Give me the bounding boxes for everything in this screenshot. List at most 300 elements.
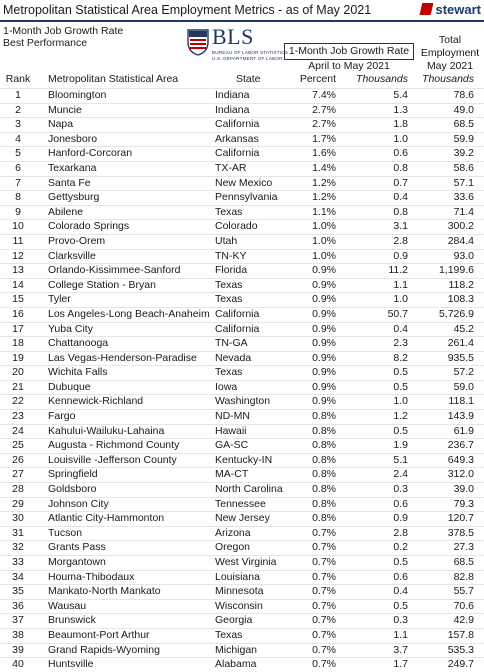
employment-cell: 120.7: [447, 512, 474, 525]
employment-cell: 378.5: [447, 526, 474, 539]
job-growth-box-label: 1-Month Job Growth Rate: [284, 43, 414, 60]
percent-cell: 7.4%: [312, 89, 336, 101]
employment-cell: 59.9: [453, 132, 474, 145]
thousands-cell: 11.2: [388, 264, 408, 277]
msa-cell: Goldsboro: [48, 483, 97, 496]
rank-cell: 8: [15, 191, 21, 204]
percent-cell: 0.8%: [312, 410, 336, 423]
msa-cell: Las Vegas-Henderson-Paradise: [48, 351, 197, 364]
state-cell: TN-KY: [215, 249, 247, 262]
state-cell: California: [215, 147, 260, 160]
percent-cell: 0.7%: [312, 643, 336, 656]
percent-cell: 0.7%: [312, 570, 336, 583]
table-row: [0, 394, 484, 409]
thousands-cell: 0.8: [393, 205, 408, 218]
rank-cell: 9: [15, 205, 21, 218]
msa-cell: Napa: [48, 118, 74, 131]
msa-cell: Tyler: [48, 293, 71, 306]
employment-cell: 57.1: [453, 176, 474, 189]
percent-cell: 2.7%: [312, 118, 336, 131]
msa-cell: Yuba City: [48, 322, 93, 335]
rank-cell: 15: [12, 293, 24, 306]
page-title: Metropolitan Statistical Area Employment Metrics - as of May 2021: [3, 3, 372, 17]
employment-cell: 58.6: [453, 161, 474, 174]
msa-cell: Johnson City: [48, 497, 109, 510]
employment-cell: 61.9: [453, 424, 474, 437]
percent-cell: 0.7%: [312, 628, 336, 641]
thousands-cell: 1.2: [393, 410, 408, 423]
percent-cell: 1.0%: [312, 220, 336, 233]
stewart-logo: [419, 2, 481, 17]
employment-cell: 42.9: [453, 614, 474, 627]
state-cell: Tennessee: [215, 497, 266, 510]
employment-cell: 300.2: [447, 220, 474, 233]
thousands-cell: 0.6: [393, 147, 408, 160]
state-cell: California: [215, 307, 260, 320]
state-cell: GA-SC: [215, 439, 249, 452]
column-header-thousands: Thousands: [356, 73, 408, 85]
table-row: [0, 453, 484, 468]
msa-table-body: [0, 88, 484, 672]
table-row: [0, 540, 484, 555]
percent-cell: 0.9%: [312, 278, 336, 291]
employment-cell: 108.3: [447, 293, 474, 306]
state-cell: ND-MN: [215, 410, 250, 423]
msa-cell: Clarksville: [48, 249, 96, 262]
stewart-wordmark: stewart: [435, 2, 481, 17]
percent-cell: 0.9%: [312, 307, 336, 320]
table-row: [0, 657, 484, 672]
percent-cell: 0.9%: [312, 366, 336, 379]
msa-cell: Beaumont-Port Arthur: [48, 628, 150, 641]
thousands-cell: 0.3: [393, 483, 408, 496]
employment-cell: 118.2: [448, 278, 474, 291]
thousands-cell: 1.9: [393, 439, 408, 452]
msa-cell: Orlando-Kissimmee-Sanford: [48, 264, 181, 277]
state-cell: Texas: [215, 293, 243, 306]
table-row: [0, 219, 484, 234]
column-header-percent: Percent: [299, 73, 336, 85]
msa-cell: Atlantic City-Hammonton: [48, 512, 165, 525]
msa-cell: Hanford-Corcoran: [48, 147, 133, 160]
table-row: [0, 497, 484, 512]
percent-cell: 0.8%: [312, 439, 336, 452]
thousands-cell: 1.7: [393, 658, 408, 671]
table-row: [0, 365, 484, 380]
thousands-cell: 0.9: [393, 512, 408, 525]
rank-cell: 23: [12, 410, 24, 423]
employment-cell: 59.0: [453, 380, 474, 393]
rank-cell: 19: [12, 351, 24, 364]
thousands-cell: 0.5: [393, 380, 408, 393]
state-cell: Pennsylvania: [215, 191, 278, 204]
table-row: [0, 351, 484, 366]
rank-cell: 4: [15, 132, 21, 145]
percent-cell: 0.8%: [312, 483, 336, 496]
employment-cell: 649.3: [447, 453, 474, 466]
state-cell: Oregon: [215, 541, 251, 554]
employment-cell: 57.2: [453, 366, 474, 379]
thousands-cell: 1.1: [393, 278, 408, 291]
table-row: [0, 584, 484, 599]
rank-cell: 33: [12, 556, 24, 568]
rank-cell: 1: [15, 89, 21, 101]
table-row: [0, 336, 484, 351]
thousands-cell: 8.2: [393, 351, 408, 364]
rank-cell: 14: [12, 278, 24, 291]
state-cell: Indiana: [215, 103, 250, 116]
rank-cell: 39: [12, 643, 24, 656]
thousands-cell: 2.3: [393, 337, 408, 350]
thousands-cell: 0.4: [393, 585, 408, 598]
table-row: [0, 482, 484, 497]
thousands-cell: 0.6: [393, 497, 408, 510]
msa-cell: Grants Pass: [48, 541, 106, 554]
rank-cell: 37: [12, 614, 24, 627]
thousands-cell: 5.4: [393, 89, 408, 101]
rank-cell: 38: [12, 628, 24, 641]
table-row: [0, 628, 484, 643]
table-row: [0, 643, 484, 658]
state-cell: Indiana: [215, 89, 250, 101]
msa-cell: Colorado Springs: [48, 220, 130, 233]
msa-cell: Louisville -Jefferson County: [48, 453, 177, 466]
employment-cell: 143.9: [447, 410, 474, 423]
table-row: [0, 292, 484, 307]
rank-cell: 30: [12, 512, 24, 525]
thousands-cell: 0.8: [393, 161, 408, 174]
bls-subtext-bureau: BUREAU OF LABOR STATISTICS: [212, 50, 288, 55]
table-row: [0, 307, 484, 322]
column-header-employment-thousands: Thousands: [422, 73, 474, 85]
msa-cell: Los Angeles-Long Beach-Anaheim: [48, 307, 210, 320]
state-cell: Louisiana: [215, 570, 260, 583]
msa-cell: Wausau: [48, 599, 87, 612]
state-cell: New Mexico: [215, 176, 273, 189]
thousands-cell: 1.1: [393, 628, 408, 641]
rank-cell: 2: [15, 103, 21, 116]
percent-cell: 0.7%: [312, 585, 336, 598]
employment-cell: 45.2: [453, 322, 474, 335]
percent-cell: 0.9%: [312, 322, 336, 335]
employment-cell: 39.0: [453, 483, 474, 496]
state-cell: Florida: [215, 264, 248, 277]
employment-cell: 70.6: [453, 599, 474, 612]
state-cell: TN-GA: [215, 337, 248, 350]
percent-cell: 0.9%: [312, 293, 336, 306]
table-row: [0, 176, 484, 191]
state-cell: Arkansas: [215, 132, 259, 145]
thousands-cell: 0.7: [393, 176, 408, 189]
msa-cell: Morgantown: [48, 556, 106, 568]
table-row: [0, 132, 484, 147]
thousands-cell: 2.8: [393, 234, 408, 247]
msa-cell: Dubuque: [48, 380, 91, 393]
rank-cell: 31: [12, 526, 24, 539]
msa-cell: Brunswick: [48, 614, 96, 627]
percent-cell: 0.9%: [312, 264, 336, 277]
state-cell: TX-AR: [215, 161, 247, 174]
rank-cell: 27: [12, 468, 24, 481]
rank-cell: 21: [12, 380, 24, 393]
rank-cell: 13: [12, 264, 24, 277]
rank-cell: 35: [12, 585, 24, 598]
msa-cell: Wichita Falls: [48, 366, 108, 379]
employment-cell: 39.2: [453, 147, 474, 160]
title-bar: [0, 0, 484, 22]
table-row: [0, 613, 484, 628]
state-cell: California: [215, 118, 260, 131]
rank-cell: 11: [12, 234, 24, 247]
rank-cell: 25: [12, 439, 24, 452]
percent-cell: 1.0%: [312, 249, 336, 262]
percent-cell: 0.7%: [312, 526, 336, 539]
total-label-line2: Employment: [420, 47, 480, 59]
table-row: [0, 278, 484, 293]
percent-cell: 0.8%: [312, 512, 336, 525]
msa-cell: Grand Rapids-Wyoming: [48, 643, 160, 656]
table-row: [0, 161, 484, 176]
msa-cell: Kennewick-Richland: [48, 395, 144, 408]
employment-cell: 79.3: [453, 497, 474, 510]
state-cell: Texas: [215, 205, 243, 218]
percent-cell: 0.7%: [312, 658, 336, 671]
percent-cell: 0.9%: [312, 380, 336, 393]
rank-cell: 12: [12, 249, 24, 262]
employment-cell: 312.0: [447, 468, 474, 481]
thousands-cell: 1.8: [393, 118, 408, 131]
thousands-cell: 0.6: [393, 570, 408, 583]
period-label: April to May 2021: [308, 60, 390, 72]
thousands-cell: 2.4: [393, 468, 408, 481]
thousands-cell: 3.1: [393, 220, 408, 233]
msa-cell: Texarkana: [48, 161, 97, 174]
percent-cell: 0.8%: [312, 497, 336, 510]
table-row: [0, 88, 484, 103]
employment-cell: 71.4: [453, 205, 474, 218]
employment-cell: 68.5: [453, 118, 474, 131]
rank-cell: 16: [12, 307, 24, 320]
thousands-cell: 50.7: [387, 307, 408, 320]
rank-cell: 6: [15, 161, 21, 174]
msa-cell: College Station - Bryan: [48, 278, 156, 291]
table-row: [0, 249, 484, 264]
thousands-cell: 1.0: [393, 293, 408, 306]
msa-cell: Santa Fe: [48, 176, 91, 189]
rank-cell: 5: [15, 147, 21, 160]
msa-cell: Bloomington: [48, 89, 107, 101]
total-label-line3: May 2021: [426, 60, 474, 72]
percent-cell: 0.9%: [312, 351, 336, 364]
percent-cell: 2.7%: [312, 103, 336, 116]
state-cell: Washington: [215, 395, 271, 408]
employment-cell: 935.5: [447, 351, 474, 364]
column-header-state: State: [236, 73, 261, 85]
thousands-cell: 5.1: [393, 453, 408, 466]
table-row: [0, 570, 484, 585]
msa-cell: Springfield: [48, 468, 98, 481]
percent-cell: 0.7%: [312, 599, 336, 612]
state-cell: California: [215, 322, 260, 335]
percent-cell: 0.9%: [312, 337, 336, 350]
table-row: [0, 511, 484, 526]
state-cell: Hawaii: [215, 424, 247, 437]
thousands-cell: 0.4: [393, 191, 408, 204]
table-row: [0, 103, 484, 118]
percent-cell: 0.7%: [312, 614, 336, 627]
state-cell: Texas: [215, 628, 243, 641]
table-row: [0, 234, 484, 249]
table-row: [0, 117, 484, 132]
thousands-cell: 1.0: [393, 132, 408, 145]
msa-cell: Augusta - Richmond County: [48, 439, 180, 452]
employment-cell: 68.5: [453, 556, 474, 568]
bls-subtext-department: U.S. DEPARTMENT OF LABOR: [212, 56, 283, 61]
table-row: [0, 555, 484, 570]
state-cell: West Virginia: [215, 556, 277, 568]
employment-cell: 33.6: [453, 191, 474, 204]
state-cell: New Jersey: [215, 512, 270, 525]
thousands-cell: 2.8: [393, 526, 408, 539]
employment-cell: 236.7: [447, 439, 474, 452]
stewart-mark-icon: [419, 3, 433, 15]
employment-cell: 49.0: [453, 103, 474, 116]
subtitle-performance: Best Performance: [3, 37, 88, 49]
state-cell: Nevada: [215, 351, 252, 364]
thousands-cell: 1.0: [393, 395, 408, 408]
msa-cell: Mankato-North Mankato: [48, 585, 161, 598]
table-row: [0, 424, 484, 439]
rank-cell: 40: [12, 658, 24, 671]
table-row: [0, 438, 484, 453]
employment-cell: 261.4: [447, 337, 474, 350]
employment-cell: 249.7: [447, 658, 474, 671]
employment-cell: 5,726.9: [438, 307, 474, 320]
msa-cell: Muncie: [48, 103, 82, 116]
thousands-cell: 0.5: [393, 366, 408, 379]
table-row: [0, 380, 484, 395]
percent-cell: 0.8%: [312, 453, 336, 466]
thousands-cell: 0.3: [393, 614, 408, 627]
state-cell: Texas: [215, 278, 243, 291]
employment-cell: 82.8: [453, 570, 474, 583]
percent-cell: 0.9%: [312, 395, 336, 408]
thousands-cell: 0.5: [393, 556, 408, 568]
thousands-cell: 0.5: [393, 599, 408, 612]
percent-cell: 0.8%: [312, 424, 336, 437]
state-cell: Iowa: [215, 380, 238, 393]
state-cell: Georgia: [215, 614, 253, 627]
msa-cell: Chattanooga: [48, 337, 109, 350]
msa-cell: Tucson: [48, 526, 83, 539]
rank-cell: 3: [15, 118, 21, 131]
total-label-line1: Total: [438, 34, 462, 46]
msa-cell: Kahului-Wailuku-Lahaina: [48, 424, 165, 437]
subtitle-metric: 1-Month Job Growth Rate: [3, 25, 124, 37]
msa-cell: Jonesboro: [48, 132, 98, 145]
employment-cell: 284.4: [447, 234, 474, 247]
employment-cell: 93.0: [453, 249, 474, 262]
rank-cell: 17: [12, 322, 24, 335]
rank-cell: 7: [15, 176, 21, 189]
table-row: [0, 205, 484, 220]
table-row: [0, 322, 484, 337]
percent-cell: 1.4%: [312, 161, 336, 174]
state-cell: Kentucky-IN: [215, 453, 273, 466]
msa-cell: Provo-Orem: [48, 234, 106, 247]
msa-cell: Fargo: [48, 410, 76, 423]
thousands-cell: 0.9: [393, 249, 408, 262]
employment-cell: 118.1: [448, 395, 474, 408]
bls-seal-icon: [186, 28, 210, 56]
msa-cell: Houma-Thibodaux: [48, 570, 135, 583]
state-cell: Arizona: [215, 526, 251, 539]
msa-cell: Gettysburg: [48, 191, 100, 204]
percent-cell: 0.8%: [312, 468, 336, 481]
bls-logo: [186, 26, 290, 66]
employment-cell: 55.7: [453, 585, 474, 598]
thousands-cell: 0.5: [393, 424, 408, 437]
bls-wordmark: BLS: [212, 24, 254, 49]
rank-cell: 32: [12, 541, 24, 554]
rank-cell: 22: [12, 395, 24, 408]
thousands-cell: 0.4: [393, 322, 408, 335]
employment-cell: 1,199.6: [438, 264, 474, 277]
rank-cell: 29: [12, 497, 24, 510]
employment-cell: 78.6: [453, 89, 474, 101]
percent-cell: 1.1%: [312, 205, 336, 218]
state-cell: Texas: [215, 366, 243, 379]
rank-cell: 18: [12, 337, 24, 350]
table-row: [0, 467, 484, 482]
column-header-msa: Metropolitan Statistical Area: [48, 73, 179, 85]
thousands-cell: 3.7: [393, 643, 408, 656]
state-cell: Wisconsin: [215, 599, 263, 612]
percent-cell: 1.7%: [312, 132, 336, 145]
msa-cell: Huntsville: [48, 658, 94, 671]
state-cell: MA-CT: [215, 468, 249, 481]
employment-cell: 535.3: [447, 643, 474, 656]
percent-cell: 1.2%: [312, 176, 336, 189]
state-cell: Michigan: [215, 643, 258, 656]
state-cell: Alabama: [215, 658, 257, 671]
rank-cell: 28: [12, 483, 24, 496]
table-row: [0, 599, 484, 614]
table-row: [0, 526, 484, 541]
state-cell: Colorado: [215, 220, 258, 233]
table-row: [0, 190, 484, 205]
state-cell: Minnesota: [215, 585, 264, 598]
rank-cell: 10: [12, 220, 24, 233]
rank-cell: 24: [12, 424, 24, 437]
rank-cell: 34: [12, 570, 24, 583]
percent-cell: 0.7%: [312, 556, 336, 568]
state-cell: North Carolina: [215, 483, 283, 496]
percent-cell: 0.7%: [312, 541, 336, 554]
table-row: [0, 263, 484, 278]
percent-cell: 1.0%: [312, 234, 336, 247]
employment-cell: 157.8: [447, 628, 474, 641]
state-cell: Utah: [215, 234, 238, 247]
rank-cell: 20: [12, 366, 24, 379]
table-row: [0, 146, 484, 161]
thousands-cell: 1.3: [393, 103, 408, 116]
rank-cell: 26: [12, 453, 24, 466]
percent-cell: 1.2%: [312, 191, 336, 204]
employment-cell: 27.3: [453, 541, 474, 554]
table-row: [0, 409, 484, 424]
msa-cell: Abilene: [48, 205, 84, 218]
